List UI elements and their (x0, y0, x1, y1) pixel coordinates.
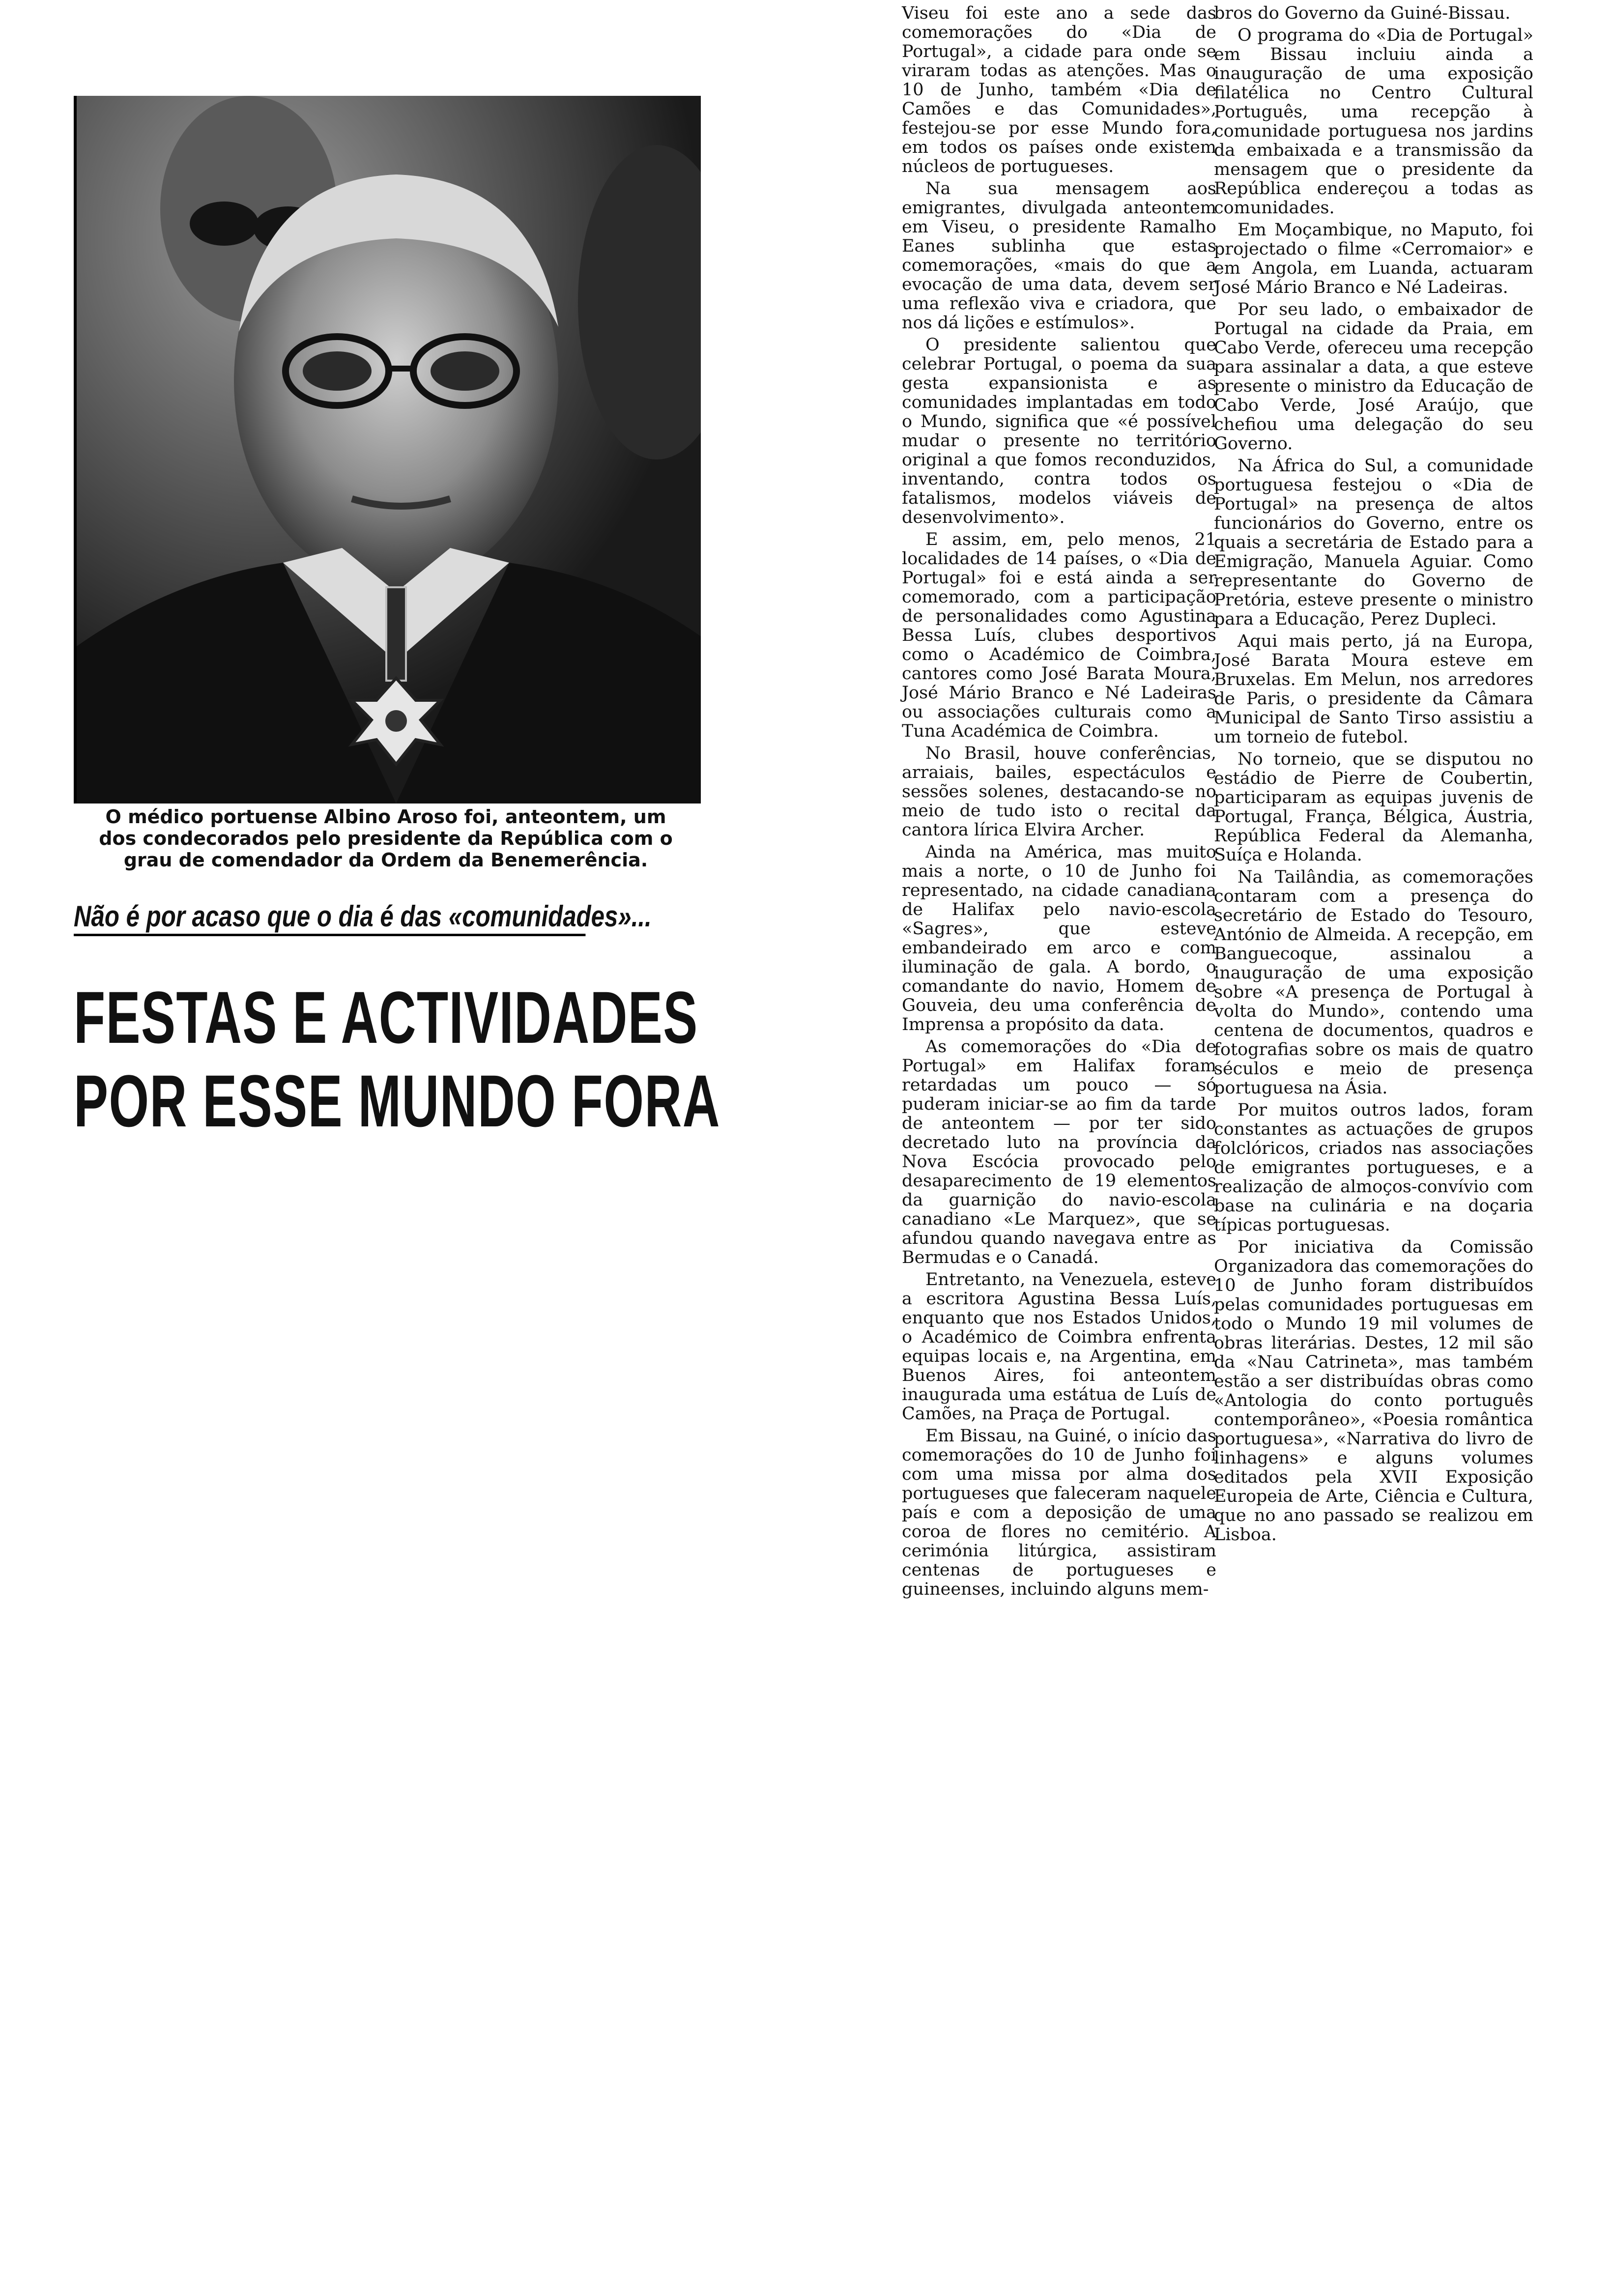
paragraph: Em Bissau, na Guiné, o início das comemorações do 10 de Junho foi com uma missa por alma dos portugueses que faleceram naquele país e com a deposição de uma coroa de flores no cemitério. A cerimónia litúrgica, assistiram centenas de portugueses e guineenses, incluindo alguns mem- (902, 1426, 1216, 1599)
paragraph: As comemorações do «Dia de Portugal» em Halifax foram retardadas um pouco — só puderam iniciar-se ao fim da tarde de anteontem — por ter sido decretado luto na província da Nova Escócia provocado pelo desaparecimento de 19 elementos da guarnição do navio-escola canadiano «Le Marquez», que se afundou quando navegava entre as Bermudas e o Canadá. (902, 1037, 1216, 1267)
paragraph: Na Tailândia, as comemorações contaram com a presença do secretário de Estado do Tesouro, António de Almeida. A recepção, em Banguecoque, assinalou a inauguração de uma exposição sobre «A presença de Portugal à volta do Mundo», contendo uma centena de documentos, quadros e fotografias sobre os mais de quatro séculos e meio de presença portuguesa na Ásia. (1214, 867, 1533, 1098)
paragraph: bros do Governo da Guiné-Bissau. (1214, 3, 1511, 23)
paragraph: E assim, em, pelo menos, 21 localidades de 14 países, o «Dia de Portugal» foi e está ainda a ser comemorado, com a participação de personalidades como Agustina Bessa Luís, clubes desportivos como o Académico de Coimbra, cantores como José Barata Moura, José Mário Branco e Né Ladeiras ou associações culturais como a Tuna Académica de Coimbra. (902, 530, 1216, 741)
paragraph: Viseu foi este ano a sede das comemorações do «Dia de Portugal», a cidade para onde se viraram todas as atenções. Mas o 10 de Junho, também «Dia de Camões e das Comunidades», festejou-se por esse Mundo fora, em todos os países onde existem núcleos de portugueses. (902, 3, 1216, 176)
paragraph: Na sua mensagem aos emigrantes, divulgada anteontem em Viseu, o presidente Ramalho Eanes sublinha que estas comemorações, «mais do que a evocação de uma data, devem ser uma reflexão viva e criadora, que nos dá lições e estímulos». (902, 179, 1216, 333)
paragraph: No torneio, que se disputou no estádio de Pierre de Coubertin, participaram as equipas juvenis de Portugal, França, Bélgica, Áustria, República Federal da Alemanha, Suíça e Holanda. (1214, 749, 1533, 865)
paragraph: No Brasil, houve conferências, arraiais, bailes, espectáculos e sessões solenes, destacando-se no meio de tudo isto o recital da cantora lírica Elvira Archer. (902, 744, 1216, 840)
portrait-photo (74, 96, 701, 804)
article-column-2 (1214, 4, 1533, 1548)
paragraph: Ainda na América, mas muito mais a norte, o 10 de Junho foi representado, na cidade canadiana de Halifax pelo navio-escola «Sagres», que esteve embandeirado em arco e com iluminação de gala. A bordo, o comandante do navio, Homem de Gouveia, deu uma conferência de Imprensa a propósito da data. (902, 842, 1216, 1034)
portrait-illustration (77, 96, 701, 804)
kicker-subheadline: Não é por acaso que o dia é das «comunidades»... (74, 899, 585, 936)
headline (74, 976, 720, 1143)
photo-caption: O médico portuense Albino Aroso foi, anteontem, um dos condecorados pelo presidente da República com o grau de comendador da Ordem da Benemerência. (99, 806, 673, 871)
paragraph: Por iniciativa da Comissão Organizadora das comemorações do 10 de Junho foram distribuídos pelas comunidades portuguesas em todo o Mundo 19 mil volumes de obras literárias. Destes, 12 mil são da «Nau Catrineta», mas também estão a ser distribuídas obras como «Antologia do conto português contemporâneo», «Poesia romântica portuguesa», «Narrativa do livro de linhagens» e alguns volumes editados pela XVII Exposição Europeia de Arte, Ciência e Cultura, que no ano passado se realizou em Lisboa. (1214, 1237, 1533, 1545)
headline-line-1: FESTAS E ACTIVIDADES (74, 976, 698, 1059)
headline-line-2: POR ESSE MUNDO FORA (74, 1060, 720, 1142)
article-column-1 (902, 4, 1216, 1602)
paragraph: Entretanto, na Venezuela, esteve a escritora Agustina Bessa Luís, enquanto que nos Estados Unidos, o Académico de Coimbra enfrenta equipas locais e, na Argentina, em Buenos Aires, foi anteontem inaugurada uma estátua de Luís de Camões, na Praça de Portugal. (902, 1270, 1216, 1424)
paragraph: Na África do Sul, a comunidade portuguesa festejou o «Dia de Portugal» na presença de altos funcionários do Governo, entre os quais a secretária de Estado para a Emigração, Manuela Aguiar. Como representante do Governo de Pretória, esteve presente o ministro para a Educação, Perez Dupleci. (1214, 456, 1533, 629)
paragraph: O presidente salientou que celebrar Portugal, o poema da sua gesta expansionista e as comunidades implantadas em todo o Mundo, significa que «é possível mudar o presente no território original a que fomos reconduzidos, inventando, contra todos os fatalismos, modelos viáveis de desenvolvimento». (902, 335, 1216, 527)
paragraph: O programa do «Dia de Portugal» em Bissau incluiu ainda a inauguração de uma exposição filatélica no Centro Cultural Português, uma recepção à comunidade portuguesa nos jardins da embaixada e a transmissão da mensagem que o presidente da República endereçou a todas as comunidades. (1214, 26, 1533, 218)
paragraph: Em Moçambique, no Maputo, foi projectado o filme «Cerromaior» e em Angola, em Luanda, actuaram José Mário Branco e Né Ladeiras. (1214, 220, 1533, 297)
paragraph: Por seu lado, o embaixador de Portugal na cidade da Praia, em Cabo Verde, ofereceu uma recepção para assinalar a data, a que esteve presente o ministro da Educação de Cabo Verde, José Araújo, que chefiou uma delegação do seu Governo. (1214, 300, 1533, 454)
paragraph: Por muitos outros lados, foram constantes as actuações de grupos folclóricos, criados nas associações de emigrantes portugueses, e a realização de almoços-convívio com base na culinária e na doçaria típicas portuguesas. (1214, 1100, 1533, 1235)
paragraph: Aqui mais perto, já na Europa, José Barata Moura esteve em Bruxelas. Em Melun, nos arredores de Paris, o presidente da Câmara Municipal de Santo Tirso assistiu a um torneio de futebol. (1214, 631, 1533, 747)
